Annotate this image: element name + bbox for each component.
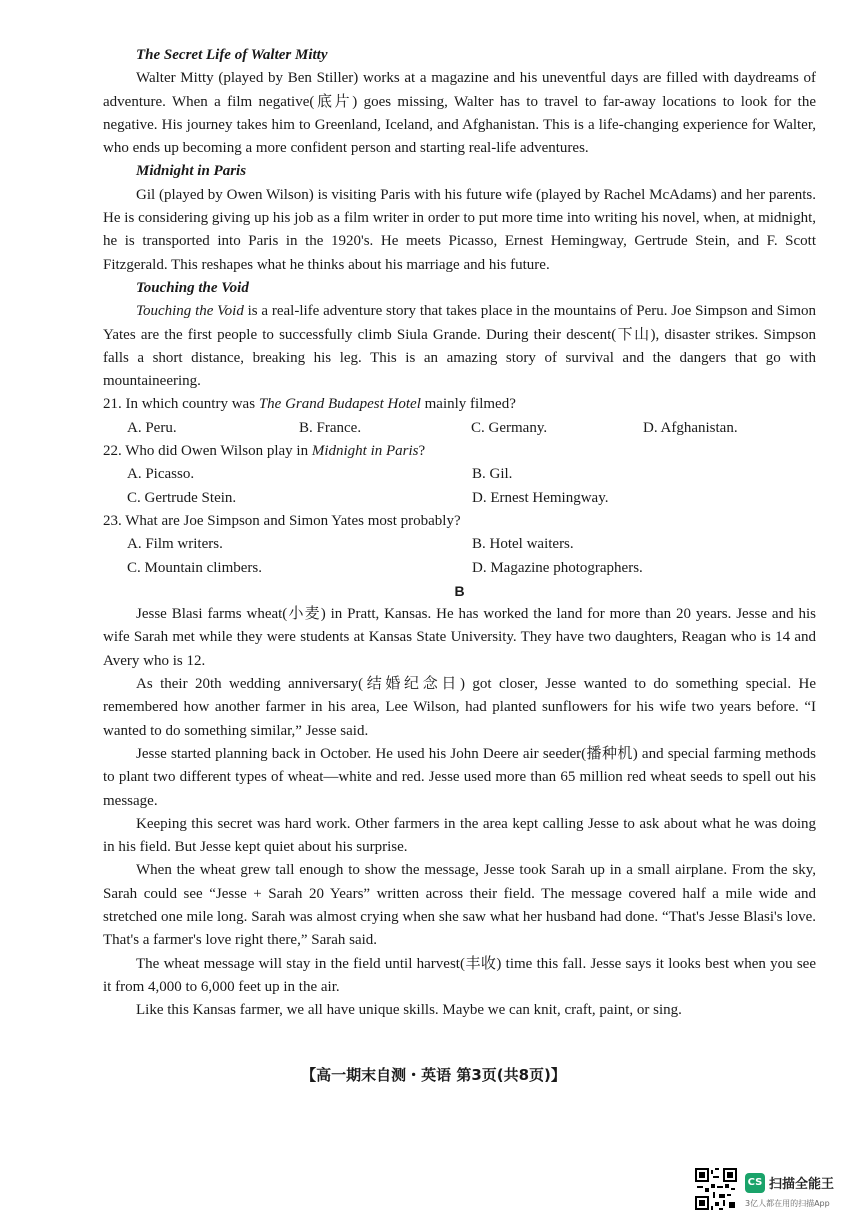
passage-b-paragraph-7: Like this Kansas farmer, we all have unique skills. Maybe we can knit, craft, paint, or sing.: [136, 1002, 682, 1019]
q22-option-b: B. Gil.: [472, 466, 513, 483]
passage-b-paragraph-4: Keeping this secret was hard work. Other farmers in the area kept calling Jesse to ask about what he was doing in his field. But Jesse kept quiet about his surprise.: [103, 815, 816, 856]
film-title-walter-mitty: The Secret Life of Walter Mitty: [136, 47, 328, 63]
q22-option-a: A. Picasso.: [127, 466, 195, 483]
q21-post: mainly filmed?: [420, 396, 516, 413]
q22-option-d: D. Ernest Hemingway.: [472, 489, 609, 506]
q23-option-d: D. Magazine photographers.: [472, 559, 643, 576]
passage-b-paragraph-5: When the wheat grew tall enough to show the message, Jesse took Sarah up in a small airplane. From the sky, Sarah could see “Jesse + Sarah 20 Years” written across their field. The message covered half a mile wide and stretched one mile long. Sarah was almost crying when she saw what her husband had done. “That's Jesse Blasi's love. That's a farmer's love right there,” Sarah said.: [103, 862, 816, 949]
q22-option-c: C. Gertrude Stein.: [127, 489, 237, 506]
question-22: [103, 440, 816, 463]
film-desc-text: is a real-life adventure story that takes place in the mountains of Peru. Joe Simpson and Simon Yates are the first people to successfully climb Siula Grande. During their descent(下山), disaster strikes. Simpson falls a short distance, breaking his leg. This is an amazing story of survival and the dangers that go with mountaineering.: [103, 303, 816, 390]
question-21: [103, 393, 816, 416]
section-b-heading: B: [454, 582, 465, 599]
q23-option-b: B. Hotel waiters.: [472, 536, 574, 553]
film-desc-walter-mitty: Walter Mitty (played by Ben Stiller) works at a magazine and his uneventful days are filled with daydreams of adventure. When a film negative(底片) goes missing, Walter has to travel to far-away locations to look for the negative. His journey takes him to Greenland, Iceland, and Afghanistan. This is a life-changing experience for Walter, who ends up becoming a more confident person and starting real-life adventures.: [103, 70, 816, 157]
scanner-app-name: 扫描全能王: [769, 1177, 835, 1192]
q21-pre: 21. In which country was: [103, 396, 259, 413]
q23-options: [103, 533, 816, 580]
page-footer: 【高一期末自测・英语 第3页(共8页)】: [301, 1066, 566, 1084]
scanner-logo-icon: CS: [745, 1173, 765, 1193]
document-page: [103, 44, 816, 1022]
q21-option-c: C. Germany.: [471, 419, 548, 436]
film-title-midnight-paris: Midnight in Paris: [136, 163, 247, 180]
passage-b-paragraph-3: Jesse started planning back in October. He used his John Deere air seeder(播种机) and special farming methods to plant two different types of wheat—white and red. Jesse used more than 65 million red wheat seeds to spell out his message.: [103, 745, 816, 809]
q21-option-b: B. France.: [299, 419, 362, 436]
q22-italic: Midnight in Paris: [311, 443, 419, 460]
qr-code-icon: [695, 1168, 737, 1210]
q22-pre: 22. Who did Owen Wilson play in: [103, 443, 312, 460]
scanner-watermark: [695, 1168, 855, 1218]
q22-options: [103, 463, 816, 510]
question-23: 23. What are Joe Simpson and Simon Yates most probably?: [103, 512, 461, 529]
film-title-touching-void: Touching the Void: [136, 279, 249, 296]
film-desc-italic: Touching the Void: [136, 303, 244, 320]
q22-post: ?: [418, 443, 426, 460]
q21-options: [103, 417, 816, 440]
film-desc-touching-void: [103, 300, 816, 393]
passage-b-paragraph-1: Jesse Blasi farms wheat(小麦) in Pratt, Kansas. He has worked the land for more than 20 years. Jesse and his wife Sarah met while they were students at Kansas State University. They have two daughters, Reagan who is 14 and Avery who is 12.: [103, 606, 816, 669]
passage-b-paragraph-2: As their 20th wedding anniversary(结婚纪念日) got closer, Jesse wanted to do something special. He remembered how another farmer in his area, Lee Wilson, had planted sunflowers for his wife two years before. “I wanted to do something similar,” Jesse said.: [103, 676, 816, 739]
q23-option-a: A. Film writers.: [127, 536, 223, 553]
scanner-tagline: 3亿人都在用的扫描App: [745, 1199, 830, 1208]
q23-option-c: C. Mountain climbers.: [127, 559, 262, 576]
q21-option-d: D. Afghanistan.: [643, 419, 738, 436]
q21-option-a: A. Peru.: [127, 419, 177, 436]
film-desc-midnight-paris: Gil (played by Owen Wilson) is visiting Paris with his future wife (played by Rachel McAdams) and her parents. He is considering giving up his job as a film writer in order to put more time into writing his novel, when, at midnight, he is transported into Paris in the 1920's. He meets Picasso, Ernest Hemingway, Gertrude Stein, and F. Scott Fitzgerald. This reshapes what he thinks about his marriage and his future.: [103, 186, 816, 273]
q21-italic: The Grand Budapest Hotel: [258, 396, 421, 413]
passage-b-paragraph-6: The wheat message will stay in the field until harvest(丰收) time this fall. Jesse says it looks best when you see it from 4,000 to 6,000 feet up in the air.: [103, 955, 816, 995]
